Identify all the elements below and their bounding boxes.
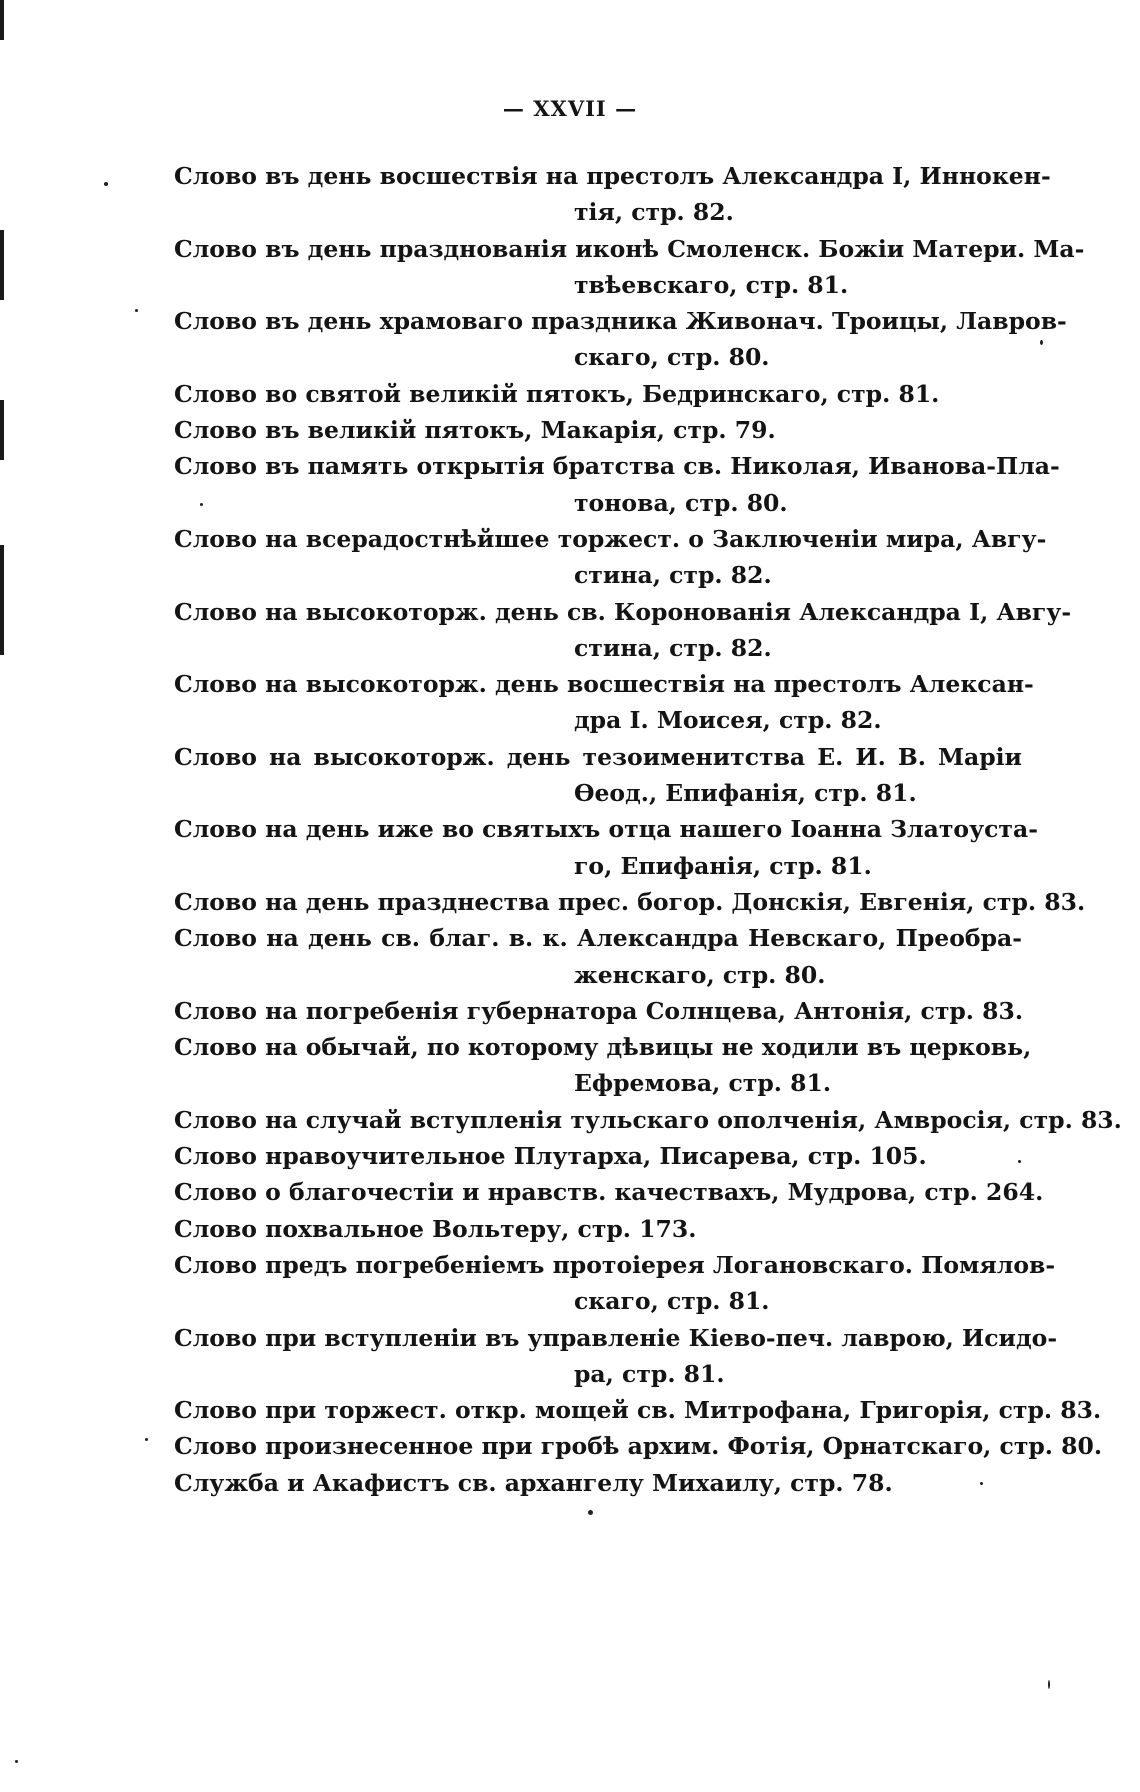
index-entry <box>174 1465 1022 1501</box>
entry-first-line: Слово на высокоторж. день св. Коронованія Александра I, Авгу- <box>174 597 1072 626</box>
index-entry <box>174 1247 1056 1320</box>
scan-speck <box>1048 1680 1050 1689</box>
index-entry <box>174 884 1086 920</box>
entry-continuation: тонова, стр. 80. <box>574 488 788 517</box>
entry-first-line: Слово на случай вступленія тульскаго ополченія, Амвросія, стр. 83. <box>174 1105 1122 1134</box>
index-entry <box>174 1428 1103 1464</box>
entry-first-line: Слово на погребенія губернатора Солнцева, Антонія, стр. 83. <box>174 996 1024 1025</box>
entry-continuation: твѣевскаго, стр. 81. <box>574 270 849 299</box>
entry-first-line: Слово нравоучительное Плутарха, Писарева, стр. 105. <box>174 1142 927 1171</box>
index-entry <box>174 158 1051 231</box>
index-entry <box>174 448 1060 521</box>
entry-continuation: дра I. Моисея, стр. 82. <box>574 706 882 735</box>
index-entry <box>174 993 1022 1029</box>
index-entry <box>174 594 1072 667</box>
entry-first-line: Слово на высокоторж. день тезоименитства Е. И. В. Маріи <box>174 742 1022 771</box>
entry-continuation: скаго, стр. 81. <box>574 1287 770 1316</box>
entry-first-line: Слово на высокоторж. день восшествія на престолъ Алексан- <box>174 670 1034 699</box>
scan-speck <box>145 1438 148 1441</box>
entry-first-line: Слово на день празднества прес. богор. Донскія, Евгенія, стр. 83. <box>174 887 1086 916</box>
scan-speck <box>980 1482 983 1485</box>
index-entry <box>174 303 1067 376</box>
scan-speck <box>104 182 108 186</box>
entry-first-line: Слово похвальное Вольтеру, стр. 173. <box>174 1214 697 1243</box>
index-entry <box>174 739 1022 812</box>
index-entry <box>174 920 1022 993</box>
page-edge-shadow <box>0 0 6 1792</box>
entry-first-line: Слово предъ погребеніемъ протоіерея Логановскаго. Помялов- <box>174 1250 1056 1279</box>
entry-first-line: Слово при вступленіи въ управленіе Кіево-печ. лаврою, Исидо- <box>174 1323 1058 1352</box>
index-entry <box>174 1029 1032 1102</box>
entry-first-line: Слово произнесенное при гробѣ архим. Фотія, Орнатскаго, стр. 80. <box>174 1432 1103 1461</box>
index-entry <box>174 1211 1022 1247</box>
entry-first-line: Слово на день иже во святыхъ отца нашего Іоанна Златоуста- <box>174 815 1038 844</box>
entry-continuation: стина, стр. 82. <box>574 633 772 662</box>
index-list <box>174 158 1122 1501</box>
entry-first-line: Слово въ день восшествія на престолъ Александра I, Иннокен- <box>174 162 1051 190</box>
scan-speck <box>200 503 203 506</box>
index-entry <box>174 1138 1022 1174</box>
index-entry <box>174 1392 1102 1428</box>
index-entry <box>174 231 1085 304</box>
entry-continuation: тія, стр. 82. <box>574 198 734 227</box>
entry-first-line: Слово въ день празднованія иконѣ Смоленск. Божіи Матери. Ма- <box>174 234 1085 263</box>
entry-first-line: Слово о благочестіи и нравств. качествахъ, Мудрова, стр. 264. <box>174 1178 1044 1207</box>
index-entry <box>174 811 1038 884</box>
entry-continuation: скаго, стр. 80. <box>574 343 770 372</box>
scan-speck <box>588 1510 593 1515</box>
entry-continuation: го, Епифанія, стр. 81. <box>574 851 872 880</box>
entry-first-line: Слово на обычай, по которому дѣвицы не ходили въ церковь, <box>174 1033 1032 1062</box>
entry-first-line: Служба и Акафистъ св. архангелу Михаилу, стр. 78. <box>174 1468 893 1497</box>
entry-first-line: Слово въ память открытія братства св. Николая, Иванова-Пла- <box>174 452 1060 481</box>
scan-speck <box>135 309 138 312</box>
entry-first-line: Слово во святой великій пятокъ, Бедринскаго, стр. 81. <box>174 379 940 408</box>
entry-first-line: Слово въ великій пятокъ, Макарія, стр. 79. <box>174 416 776 445</box>
entry-continuation: стина, стр. 82. <box>574 561 772 590</box>
index-entry <box>174 1320 1058 1393</box>
entry-continuation: ра, стр. 81. <box>574 1359 725 1388</box>
entry-continuation: Ефремова, стр. 81. <box>574 1069 832 1098</box>
entry-first-line: Слово на день св. благ. в. к. Александра Невскаго, Преобра- <box>174 924 1022 953</box>
index-entry <box>174 1102 1122 1138</box>
page-number: — XXVII — <box>502 96 638 121</box>
index-entry <box>174 666 1034 739</box>
entry-continuation: женскаго, стр. 80. <box>574 960 826 989</box>
entry-first-line: Слово въ день храмоваго праздника Живонач. Троицы, Лавров- <box>174 307 1067 336</box>
index-entry <box>174 521 1047 594</box>
entry-first-line: Слово при торжест. откр. мощей св. Митрофана, Григорія, стр. 83. <box>174 1396 1102 1425</box>
scan-speck <box>1018 1160 1021 1163</box>
index-entry <box>174 412 1022 448</box>
entry-continuation: Ѳеод., Епифанія, стр. 81. <box>574 779 917 808</box>
index-entry <box>174 1174 1044 1210</box>
index-entry <box>174 376 1022 412</box>
scan-speck <box>15 1760 18 1763</box>
scan-speck <box>1040 340 1043 345</box>
entry-first-line: Слово на всерадостнѣйшее торжест. о Заключеніи мира, Авгу- <box>174 524 1047 553</box>
